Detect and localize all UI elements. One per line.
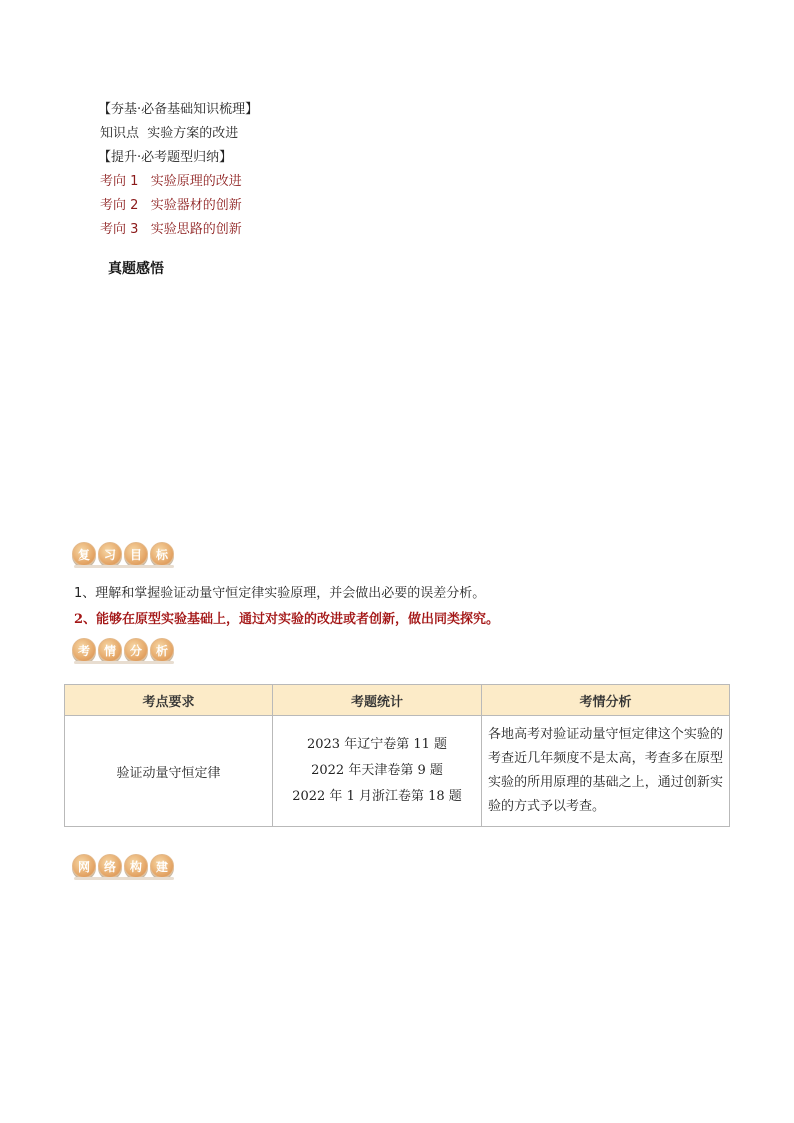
toc-section-basics: 【夯基·必备基础知识梳理】: [98, 102, 259, 117]
header-requirement: 考点要求: [65, 685, 273, 716]
table-header-row: [65, 685, 730, 716]
badge-char: 网: [72, 854, 96, 878]
badge-char: 构: [124, 854, 148, 878]
cell-requirement: 验证动量守恒定律: [65, 716, 273, 827]
badge-char: 络: [98, 854, 122, 878]
stat-line: 2023 年辽宁卷第 11 题: [306, 737, 448, 752]
stat-line: 2022 年天津卷第 9 题: [311, 763, 443, 778]
badge-char: 标: [150, 542, 174, 566]
badge-underline: [74, 661, 174, 664]
goal-2: 2、能够在原型实验基础上，通过对实验的改进或者创新，做出同类探究。: [74, 612, 500, 627]
exam-analysis-badge: [72, 634, 176, 666]
header-stats: 考题统计: [273, 685, 482, 716]
header-analysis: 考情分析: [482, 685, 730, 716]
toc-knowledge-point: 知识点 实验方案的改进: [100, 126, 239, 141]
toc-section-types: 【提升·必考题型归纳】: [98, 150, 233, 165]
exam-analysis-table: [64, 684, 730, 827]
badge-char: 考: [72, 638, 96, 662]
toc-direction-1[interactable]: 考向 1 实验原理的改进: [100, 174, 242, 189]
toc-direction-2[interactable]: 考向 2 实验器材的创新: [100, 198, 242, 213]
badge-underline: [74, 565, 174, 568]
badge-char: 分: [124, 638, 148, 662]
review-goals-badge: [72, 538, 176, 570]
badge-char: 建: [150, 854, 174, 878]
table-row: [65, 716, 730, 827]
badge-underline: [74, 877, 174, 880]
cell-stats: [273, 716, 482, 827]
network-build-badge: [72, 850, 176, 882]
table-of-contents: [98, 98, 258, 242]
badge-char: 目: [124, 542, 148, 566]
badge-char: 习: [98, 542, 122, 566]
toc-direction-3[interactable]: 考向 3 实验思路的创新: [100, 222, 242, 237]
badge-char: 析: [150, 638, 174, 662]
badge-char: 情: [98, 638, 122, 662]
badge-char: 复: [72, 542, 96, 566]
goal-1: 1、理解和掌握验证动量守恒定律实验原理，并会做出必要的误差分析。: [74, 586, 486, 601]
zhenti-heading: 真题感悟: [108, 261, 164, 277]
stat-line: 2022 年 1 月浙江卷第 18 题: [292, 789, 462, 804]
cell-analysis: 各地高考对验证动量守恒定律这个实验的考查近几年频度不是太高，考查多在原型实验的所用原理的基础之上，通过创新实验的方式予以考查。: [482, 716, 730, 827]
